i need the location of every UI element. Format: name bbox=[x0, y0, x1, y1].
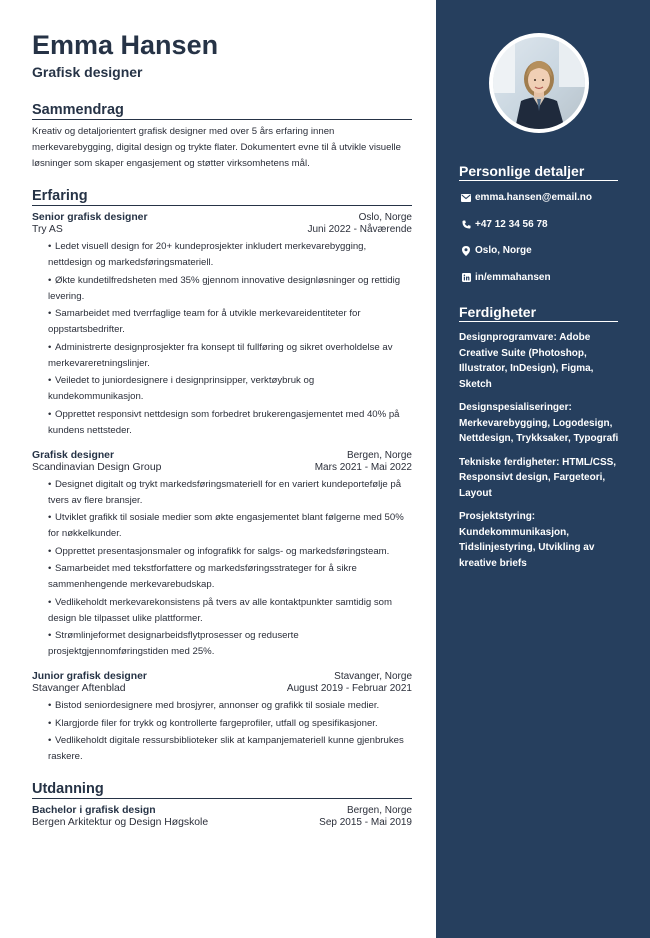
resume-main-column bbox=[32, 30, 412, 828]
summary-heading: Sammendrag bbox=[32, 102, 412, 120]
education-dates: Sep 2015 - Mai 2019 bbox=[319, 817, 412, 828]
job-location: Oslo, Norge bbox=[358, 212, 412, 223]
skills-list bbox=[459, 330, 621, 579]
job-entry bbox=[32, 450, 412, 661]
skill-item: Prosjektstyring: Kundekommunikasjon, Tidslinjestyring, Utvikling av kreative briefs bbox=[459, 511, 595, 569]
personal-details-heading: Personlige detaljer bbox=[459, 163, 618, 181]
job-bullets bbox=[32, 698, 412, 765]
job-bullet: • Vedlikeholdt digitale ressursbiblioteker slik at kampanjemateriell kunne gjenbrukes raskere. bbox=[48, 735, 404, 762]
job-dates: Mars 2021 - Mai 2022 bbox=[314, 461, 412, 473]
job-role: Grafisk designer bbox=[32, 449, 115, 461]
job-bullet: • Utviklet grafikk til sosiale medier som økte engasjementet blant følgerne med 50% for nøkkelkunder. bbox=[48, 512, 404, 539]
contact-email-text: emma.hansen@email.no bbox=[475, 192, 593, 203]
job-bullet: • Opprettet responsivt nettdesign som forbedret brukerengasjementet med 40% på kundens nettsteder. bbox=[48, 408, 400, 436]
job-bullet: • Veiledet to juniordesignere i designprinsipper, verktøybruk og kundekommunikasjon. bbox=[48, 375, 315, 402]
job-dates: August 2019 - Februar 2021 bbox=[286, 683, 412, 694]
linkedin-icon bbox=[461, 273, 471, 283]
phone-icon bbox=[461, 220, 471, 230]
contact-linkedin[interactable] bbox=[461, 272, 551, 283]
location-pin-icon bbox=[461, 246, 471, 256]
job-bullet: • Samarbeidet med tekstforfattere og markedsføringsstrateger for å sikre sammenhengende merkevarebudskap. bbox=[48, 563, 357, 590]
resume-sidebar bbox=[436, 0, 650, 938]
profile-photo-frame bbox=[489, 33, 589, 133]
job-role: Senior grafisk designer bbox=[32, 212, 148, 223]
job-bullets bbox=[32, 477, 412, 661]
education-degree: Bachelor i grafisk design bbox=[32, 805, 156, 816]
job-entry bbox=[32, 671, 412, 765]
job-bullet: • Designet digitalt og trykt markedsføringsmateriell for en variert kundeportefølje på tvers av flere bransjer. bbox=[48, 478, 402, 506]
job-company: Try AS bbox=[32, 224, 63, 235]
job-location: Bergen, Norge bbox=[346, 449, 412, 461]
job-dates: Juni 2022 - Nåværende bbox=[307, 224, 412, 235]
contact-phone[interactable] bbox=[461, 219, 548, 230]
job-bullet: • Ledet visuell design for 20+ kundeprosjekter inkludert merkevarebygging, nettdesign og markedsføringsmateriell. bbox=[48, 241, 367, 268]
job-entry bbox=[32, 212, 412, 439]
job-bullet: • Opprettet presentasjonsmaler og infografikk for salgs- og markedsføringsteam. bbox=[48, 545, 390, 557]
skill-item: Designspesialiseringer: Merkevarebygging, Logodesign, Nettdesign, Trykksaker, Typografi bbox=[459, 402, 619, 444]
skill-item: Tekniske ferdigheter: HTML/CSS, Responsivt design, Fargeteori, Layout bbox=[459, 456, 617, 499]
job-bullet: • Strømlinjeformet designarbeidsflytprosesser og reduserte prosjektgjennomføringstiden med 25%. bbox=[48, 630, 299, 657]
contact-phone-text: +47 12 34 56 78 bbox=[475, 219, 548, 230]
job-company: Scandinavian Design Group bbox=[32, 461, 162, 473]
education-entry bbox=[32, 805, 412, 828]
candidate-title: Grafisk designer bbox=[32, 64, 143, 80]
contact-location-text: Oslo, Norge bbox=[475, 245, 532, 256]
job-bullet: • Samarbeidet med tverrfaglige team for å utvikle merkevareidentiteter for oppstartsbedrifter. bbox=[48, 308, 361, 335]
email-icon bbox=[461, 193, 471, 203]
contact-email[interactable] bbox=[461, 192, 592, 203]
education-location: Bergen, Norge bbox=[346, 805, 412, 816]
job-bullet: • Økte kundetilfredsheten med 35% gjennom innovative designløsninger og rettidig levering. bbox=[48, 274, 401, 302]
contact-linkedin-text: in/emmahansen bbox=[475, 272, 551, 283]
job-bullet: • Administrerte designprosjekter fra konsept til fullføring og sikret overholdelse av merkevareretningslinjer. bbox=[48, 341, 393, 369]
job-bullet: • Bistod seniordesignere med brosjyrer, annonser og grafikk til sosiale medier. bbox=[48, 700, 380, 711]
job-location: Stavanger, Norge bbox=[334, 671, 412, 682]
job-role: Junior grafisk designer bbox=[32, 671, 147, 682]
job-company: Stavanger Aftenblad bbox=[32, 683, 126, 694]
job-bullets bbox=[32, 239, 412, 439]
education-heading: Utdanning bbox=[32, 781, 412, 799]
summary-text: Kreativ og detaljorientert grafisk designer med over 5 års erfaring innen merkevarebygging, digital design og trykte flater. Dokumentert evne til å utvikle visuelle løsninger som skaper engasjement og støtter virksomhetens mål. bbox=[32, 126, 402, 169]
skill-item: Designprogramvare: Adobe Creative Suite (Photoshop, Illustrator, InDesign), Figma, Sketch bbox=[459, 332, 594, 390]
candidate-name: Emma Hansen bbox=[32, 30, 219, 60]
job-bullet: • Klargjorde filer for trykk og kontrollerte fargeprofiler, utfall og spesifikasjoner. bbox=[48, 717, 378, 729]
experience-heading: Erfaring bbox=[32, 188, 412, 206]
skills-heading: Ferdigheter bbox=[459, 304, 618, 322]
contact-location bbox=[461, 245, 532, 256]
education-school: Bergen Arkitektur og Design Høgskole bbox=[32, 817, 209, 828]
job-bullet: • Vedlikeholdt merkevarekonsistens på tvers av alle kontaktpunkter samtidig som design ble tilpasset ulike plattformer. bbox=[48, 596, 393, 624]
profile-photo bbox=[493, 37, 585, 129]
